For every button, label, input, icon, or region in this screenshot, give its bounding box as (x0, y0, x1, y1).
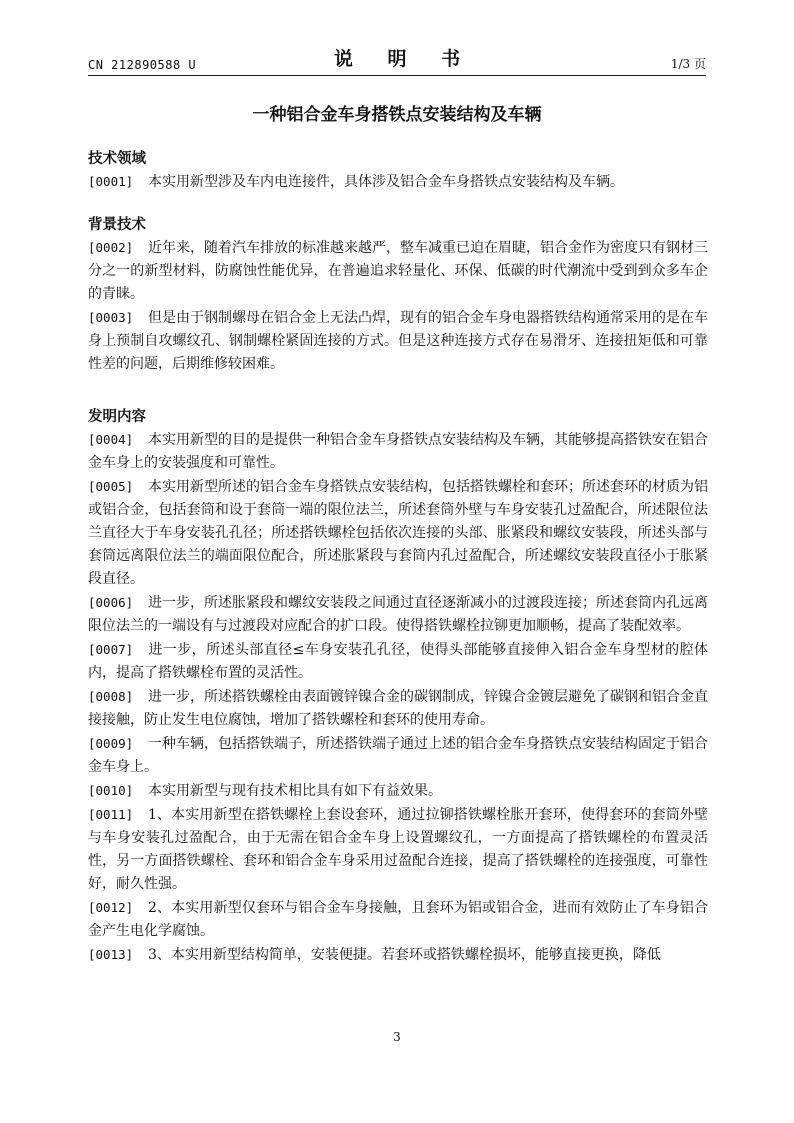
paragraph-number: [0002] (88, 240, 134, 255)
section-heading: 背景技术 (88, 217, 146, 233)
header-title: 说 明 书 (333, 48, 475, 70)
paragraph (88, 732, 708, 779)
paragraph (88, 779, 708, 803)
paragraph-text: 近年来，随着汽车排放的标准越来越严，整车减重已迫在眉睫，铝合金作为密度只有钢材三分之一的新型材料，防腐蚀性能优异，在普遍追求轻量化、环保、低碳的时代潮流中受到到众多车企的青睐。 (88, 240, 708, 302)
paragraph (88, 803, 708, 896)
paragraph-number: [0005] (88, 479, 134, 494)
paragraph-text: 本实用新型涉及车内电连接件，具体涉及铝合金车身搭铁点安装结构及车辆。 (148, 174, 624, 190)
page-number: 3 (393, 1030, 401, 1044)
paragraph (88, 306, 708, 376)
paragraph-number: [0004] (88, 432, 134, 447)
paragraph-text: 一种车辆，包括搭铁端子，所述搭铁端子通过上述的铝合金车身搭铁点安装结构固定于铝合金车身上。 (88, 736, 708, 775)
page-of-indicator: 1/3 页 (670, 57, 706, 71)
paragraph (88, 428, 708, 475)
paragraph-text: 本实用新型所述的铝合金车身搭铁点安装结构，包括搭铁螺栓和套环；所述套环的材质为铝或铝合金，包括套筒和设于套筒一端的限位法兰，所述套筒外壁与车身安装孔过盈配合，所述限位法兰直径大于车身安装孔孔径；所述搭铁螺栓包括依次连接的头部、胀紧段和螺纹安装段，所述头部与套筒远离限位法兰的端面限位配合，所述胀紧段与套筒内孔过盈配合，所述螺纹安装段直径小于胀紧段直径。 (88, 479, 708, 587)
paragraph-text: 本实用新型的目的是提供一种铝合金车身搭铁点安装结构及车辆，其能够提高搭铁安在铝合金车身上的安装强度和可靠性。 (88, 432, 708, 471)
paragraph (88, 591, 708, 638)
paragraph-number: [0010] (88, 783, 134, 798)
section-heading: 技术领域 (88, 151, 146, 167)
paragraph (88, 475, 708, 591)
paragraph-text: 本实用新型与现有技术相比具有如下有益效果。 (148, 783, 442, 799)
document-body (88, 148, 708, 967)
paragraph-number: [0007] (88, 642, 134, 657)
paragraph (88, 170, 708, 194)
paragraph-number: [0003] (88, 310, 134, 325)
paragraph-text: 1、本实用新型在搭铁螺栓上套设套环，通过拉铆搭铁螺栓胀开套环，使得套环的套筒外壁与车身安装孔过盈配合，由于无需在铝合金车身上设置螺纹孔，一方面提高了搭铁螺栓的布置灵活性，另一方面搭铁螺栓、套环和铝合金车身采用过盈配合连接，提高了搭铁螺栓的连接强度，可靠性好，耐久性强。 (88, 807, 708, 892)
paragraph-number: [0008] (88, 689, 134, 704)
paragraph-text: 进一步，所述胀紧段和螺纹安装段之间通过直径逐渐减小的过渡段连接；所述套筒内孔远离限位法兰的一端设有与过渡段对应配合的扩口段。使得搭铁螺栓拉铆更加顺畅，提高了装配效率。 (88, 595, 708, 634)
paragraph (88, 896, 708, 943)
page-header (88, 44, 706, 76)
paragraph (88, 236, 708, 306)
paragraph (88, 685, 708, 732)
paragraph-number: [0006] (88, 595, 134, 610)
document-number: CN 212890588 U (88, 58, 197, 72)
paragraph-number: [0013] (88, 947, 134, 962)
section-heading: 发明内容 (88, 409, 146, 425)
paragraph-text: 进一步，所述头部直径≤车身安装孔孔径，使得头部能够直接伸入铝合金车身型材的腔体内，提高了搭铁螺栓布置的灵活性。 (88, 642, 708, 681)
paragraph-text: 但是由于钢制螺母在铝合金上无法凸焊，现有的铝合金车身电器搭铁结构通常采用的是在车身上预制自攻螺纹孔、钢制螺栓紧固连接的方式。但是这种连接方式存在易滑牙、连接扭矩低和可靠性差的问题，后期维修较困难。 (88, 310, 708, 372)
header-rule (88, 75, 706, 76)
paragraph (88, 943, 708, 967)
paragraph-number: [0001] (88, 174, 134, 189)
paragraph (88, 638, 708, 685)
paragraph-number: [0012] (88, 900, 134, 915)
paragraph-number: [0009] (88, 736, 134, 751)
paragraph-text: 3、本实用新型结构简单，安装便捷。若套环或搭铁螺栓损坏，能够直接更换，降低 (148, 947, 661, 963)
document-title: 一种铝合金车身搭铁点安装结构及车辆 (252, 105, 542, 125)
paragraph-text: 2、本实用新型仅套环与铝合金车身接触，且套环为铝或铝合金，进而有效防止了车身铝合金产生电化学腐蚀。 (88, 900, 708, 939)
paragraph-number: [0011] (88, 807, 134, 822)
paragraph-text: 进一步，所述搭铁螺栓由表面镀锌镍合金的碳钢制成，锌镍合金镀层避免了碳钢和铝合金直接接触，防止发生电位腐蚀，增加了搭铁螺栓和套环的使用寿命。 (88, 689, 708, 728)
